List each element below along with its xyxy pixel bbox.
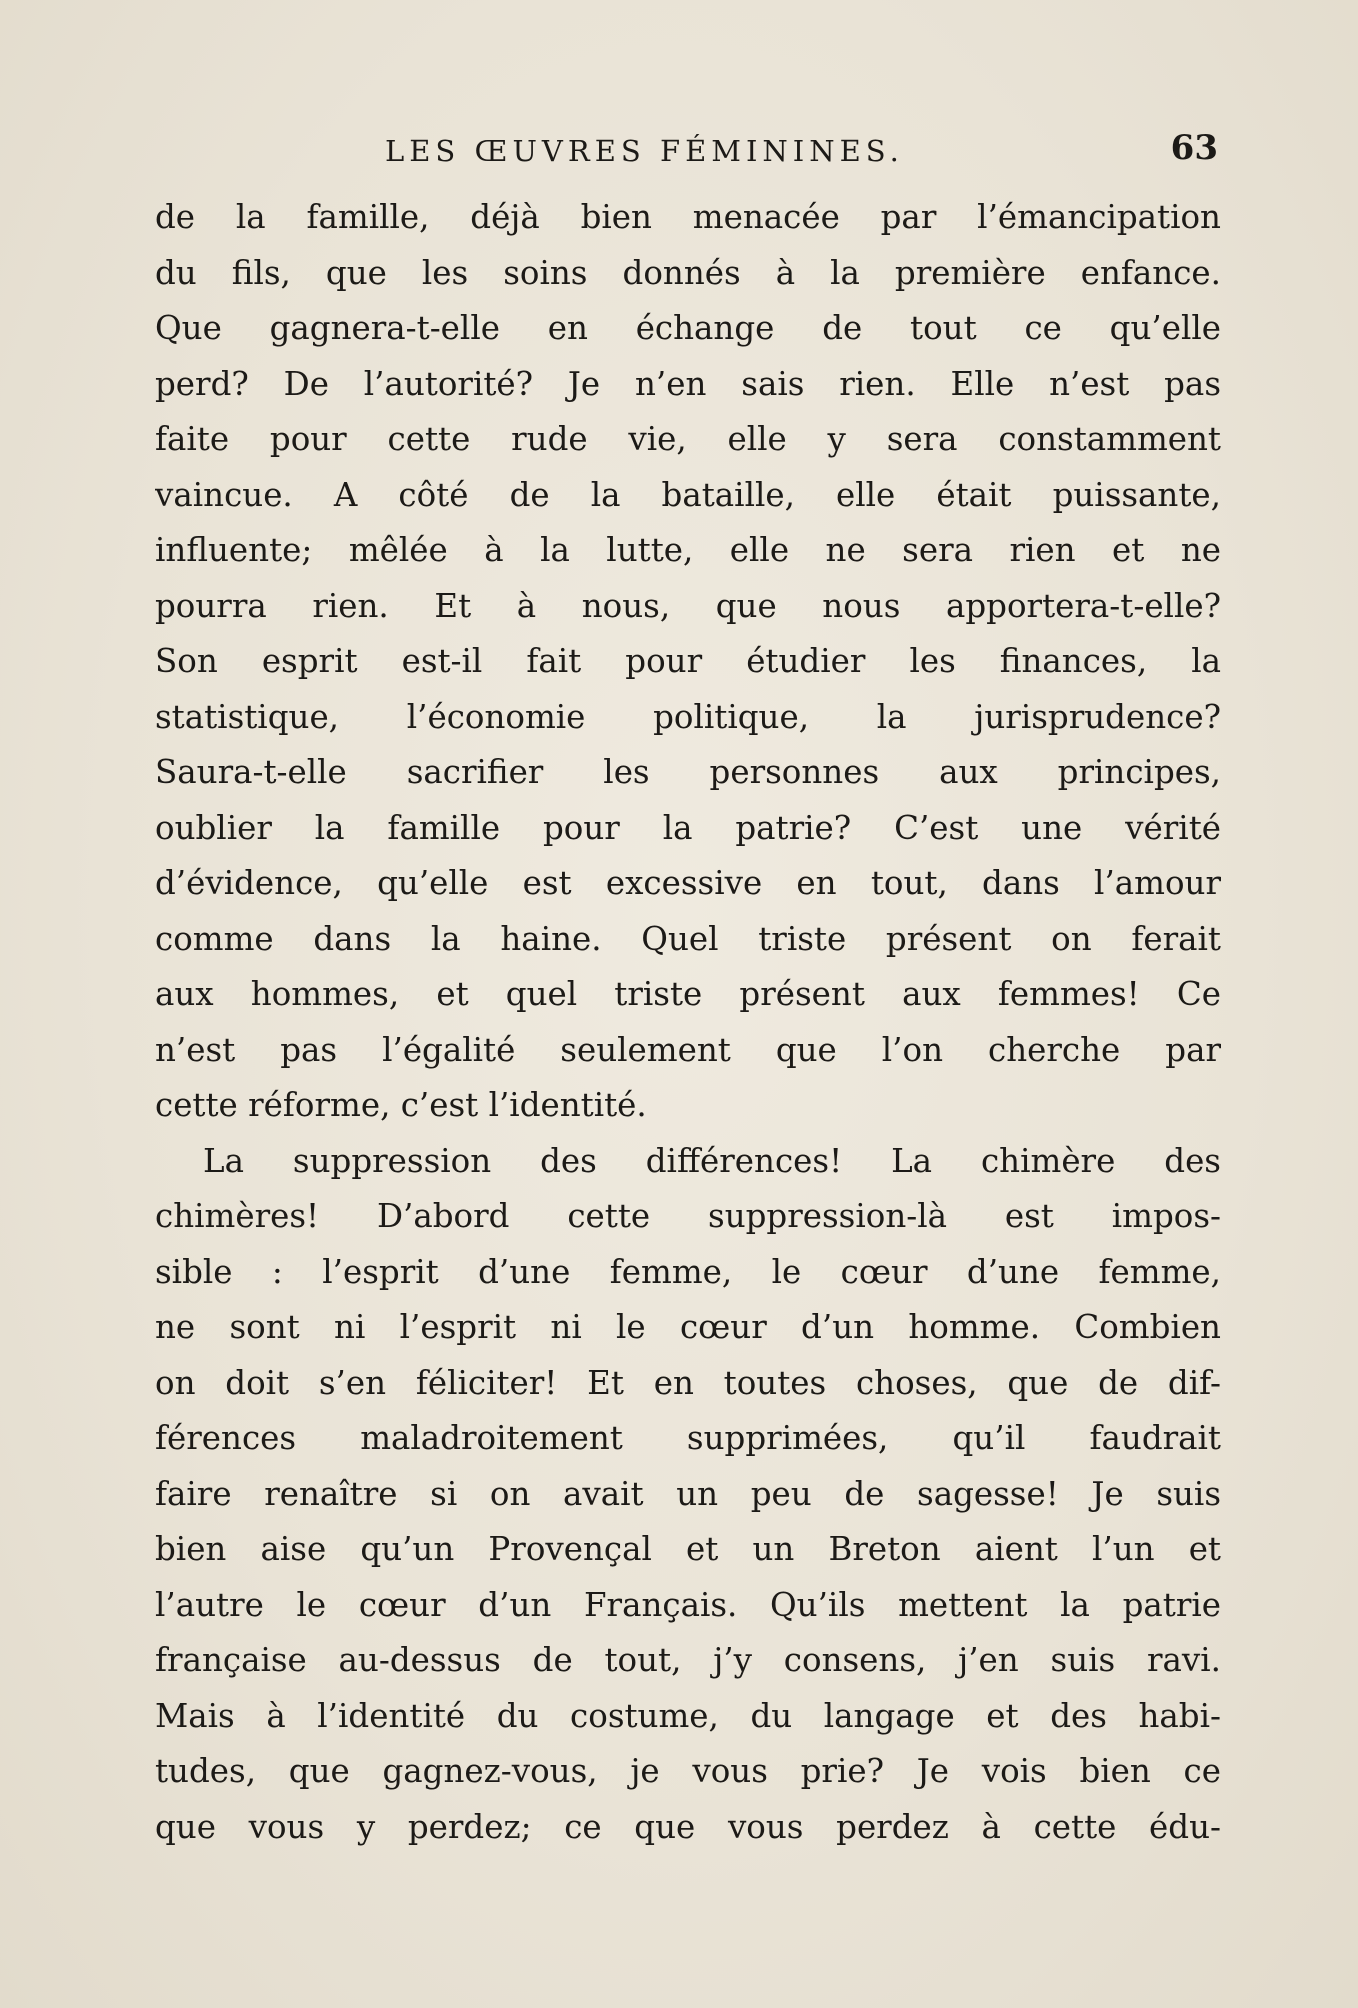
text-line: statistique, l’économie politique, la jurisprudence?	[155, 697, 1221, 736]
text-line: cette réforme, c’est l’identité.	[155, 1086, 647, 1124]
text-line: faire renaître si on avait un peu de sagesse! Je suis	[155, 1474, 1221, 1513]
paragraph-1	[155, 190, 1221, 1134]
text-line: chimères! D’abord cette suppression-là est impos-	[155, 1197, 1221, 1235]
text-line: Son esprit est-il fait pour étudier les finances, la	[155, 642, 1221, 680]
text-line: La suppression des différences! La chimère des	[203, 1141, 1221, 1180]
text-line: ne sont ni l’esprit ni le cœur d’un homme. Combien	[155, 1308, 1221, 1346]
body-text	[155, 190, 1221, 1855]
text-line: tudes, que gagnez-vous, je vous prie? Je vois bien ce	[155, 1752, 1221, 1790]
text-line: que vous y perdez; ce que vous perdez à cette édu-	[155, 1807, 1221, 1846]
text-line: on doit s’en féliciter! Et en toutes choses, que de dif-	[155, 1363, 1221, 1402]
text-line: Saura-t-elle sacrifier les personnes aux principes,	[155, 753, 1221, 791]
text-line: d’évidence, qu’elle est excessive en tout, dans l’amour	[155, 864, 1221, 902]
text-line: bien aise qu’un Provençal et un Breton aient l’un et	[155, 1530, 1221, 1568]
text-line: perd? De l’autorité? Je n’en sais rien. Elle n’est pas	[155, 364, 1221, 403]
text-line: comme dans la haine. Quel triste présent on ferait	[155, 919, 1221, 958]
text-line: Mais à l’identité du costume, du langage et des habi-	[155, 1696, 1221, 1735]
text-line: oublier la famille pour la patrie? C’est une vérité	[155, 808, 1221, 847]
running-head: LES ŒUVRES FÉMININES.	[385, 134, 904, 168]
page-number: 63	[1170, 128, 1218, 168]
text-line: influente; mêlée à la lutte, elle ne sera rien et ne	[155, 531, 1221, 569]
text-line: Que gagnera-t-elle en échange de tout ce qu’elle	[155, 309, 1221, 347]
text-line: pourra rien. Et à nous, que nous apportera-t-elle?	[155, 586, 1221, 625]
text-line: française au-dessus de tout, j’y consens, j’en suis ravi.	[155, 1641, 1221, 1679]
text-line: du fils, que les soins donnés à la première enfance.	[155, 253, 1221, 292]
text-line: aux hommes, et quel triste présent aux femmes! Ce	[155, 975, 1221, 1013]
text-line: férences maladroitement supprimées, qu’il faudrait	[155, 1419, 1221, 1457]
text-line: sible : l’esprit d’une femme, le cœur d’une femme,	[155, 1252, 1221, 1291]
paragraph-2	[155, 1134, 1221, 1856]
text-line: faite pour cette rude vie, elle y sera constamment	[155, 420, 1221, 458]
text-line: l’autre le cœur d’un Français. Qu’ils mettent la patrie	[155, 1585, 1221, 1624]
page-header	[155, 128, 1218, 174]
text-line: vaincue. A côté de la bataille, elle était puissante,	[155, 475, 1221, 514]
text-line: n’est pas l’égalité seulement que l’on cherche par	[155, 1030, 1221, 1069]
text-line: de la famille, déjà bien menacée par l’émancipation	[155, 198, 1221, 236]
